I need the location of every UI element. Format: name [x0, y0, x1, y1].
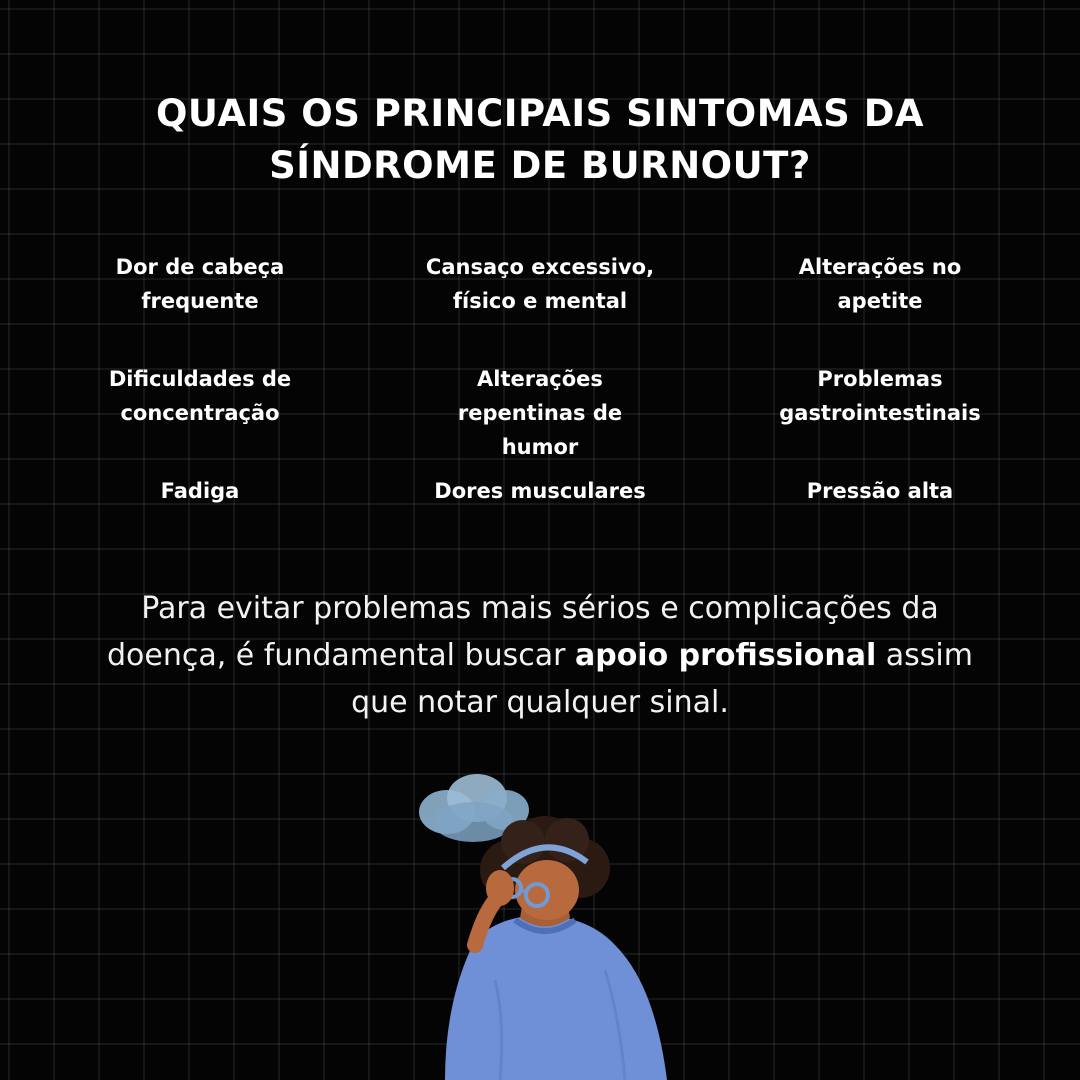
symptom-text: Pressão alta: [806, 479, 954, 503]
symptom-item: [30, 362, 370, 474]
symptom-item: [710, 474, 1050, 534]
symptom-text-line-2: concentração: [120, 401, 280, 425]
stressed-person-illustration: [405, 770, 685, 1080]
symptom-item: [370, 362, 710, 474]
symptom-text-line-1: Dor de cabeça: [115, 255, 285, 279]
symptom-text-line-2: repentinas de humor: [457, 401, 623, 459]
advice-line-3: que notar qualquer sinal.: [351, 685, 729, 720]
symptom-item: [370, 250, 710, 362]
symptom-text-line-2: gastrointestinais: [779, 401, 981, 425]
symptoms-grid: [30, 250, 1050, 534]
symptom-text-line-1: Cansaço excessivo,: [425, 255, 655, 279]
advice-line-2-end: assim: [876, 638, 973, 673]
advice-emphasis: apoio profissional: [574, 638, 877, 673]
page-title-line-1: QUAIS OS PRINCIPAIS SINTOMAS DA: [155, 92, 925, 135]
symptom-text: Fadiga: [160, 479, 240, 503]
symptom-text-line-2: apetite: [837, 289, 923, 313]
symptom-text: Dores musculares: [434, 479, 646, 503]
symptom-item: [30, 474, 370, 534]
symptom-text-line-2: físico e mental: [452, 289, 628, 313]
symptom-item: [710, 362, 1050, 474]
advice-line-1: Para evitar problemas mais sérios e complicações da: [141, 591, 939, 626]
advice-line-2: [60, 632, 1020, 679]
advice-paragraph: [60, 585, 1020, 726]
page-title: [0, 88, 1080, 192]
symptom-text-line-1: Alterações: [477, 367, 603, 391]
page-title-line-2: SÍNDROME DE BURNOUT?: [269, 144, 811, 187]
symptom-item: [370, 474, 710, 534]
symptom-text-line-1: Alterações no: [798, 255, 962, 279]
symptom-text-line-2: frequente: [141, 289, 259, 313]
advice-line-2-start: doença, é fundamental buscar: [106, 638, 575, 673]
symptom-item: [710, 250, 1050, 362]
symptom-text-line-1: Dificuldades de: [108, 367, 292, 391]
symptom-text-line-1: Problemas: [817, 367, 943, 391]
symptom-item: [30, 250, 370, 362]
